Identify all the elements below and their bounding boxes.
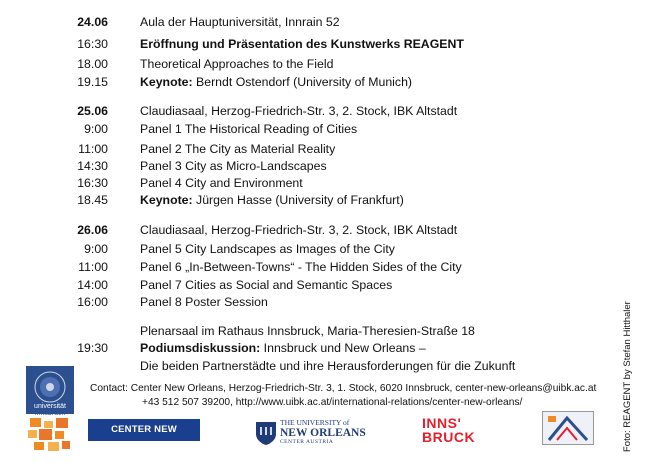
schedule-text: Panel 5 City Landscapes as Images of the City [140,242,395,256]
schedule-time: 14:30 [77,159,108,173]
uibk-logo-text-2: innsbruck [35,410,65,417]
uno-logo-line-1: THE UNIVERSITY of [280,418,350,427]
schedule-description [140,294,268,311]
schedule-text: Claudiasaal, Herzog-Friedrich-Str. 3, 2. Stock, IBK Altstadt [140,104,458,118]
schedule-text: Panel 4 City and Environment [140,176,303,190]
schedule-text: Die beiden Partnerstädte und ihre Herausforderungen für die Zukunft [140,359,516,373]
schedule-label: Keynote: [140,193,193,207]
schedule-text: Jürgen Hasse (University of Frankfurt) [192,193,404,207]
schedule-description [140,158,327,175]
uno-logo-line-2: NEW ORLEANS [280,427,366,439]
schedule-description [140,56,333,73]
schedule-text: Panel 1 The Historical Reading of Cities [140,122,358,136]
schedule-text: Claudiasaal, Herzog-Friedrich-Str. 3, 2. Stock, IBK Altstadt [140,223,458,237]
schedule-time: 11:00 [78,142,108,156]
schedule-text: Panel 6 „In-Between-Towns“ - The Hidden Sides of the City [140,260,462,274]
reagent-artwork-image [542,411,594,445]
university-of-new-orleans-logo [254,418,366,448]
schedule-text: Panel 3 City as Micro-Landscapes [140,159,327,173]
schedule-label: Podiumsdiskussion: [140,341,261,355]
schedule-time: 19.15 [77,75,108,89]
schedule-description [140,14,340,31]
schedule-text: Aula der Hauptuniversität, Innrain 52 [140,15,340,29]
inns-logo-line-2: BRUCK [422,429,476,445]
inns-logo-line-1: INNS' [422,415,462,431]
schedule-description [140,358,515,375]
schedule-text: Eröffnung und Präsentation des Kunstwerks REAGENT [140,37,464,51]
schedule-time: 19:30 [77,341,108,355]
contact-line-1: Contact: Center New Orleans, Herzog-Friedrich-Str. 3, 1. Stock, 6020 Innsbruck, center-new-orleans@uibk.ac.at [90,383,597,394]
schedule-date: 26.06 [77,223,108,237]
schedule-description [140,36,464,53]
schedule-date: 24.06 [77,15,108,29]
schedule-time: 16:00 [77,295,108,309]
schedule-time: 9:00 [84,122,108,136]
innsbruck-city-logo [422,416,494,450]
photo-credit: Foto: REAGENT by Stefan Hitthaler [622,301,633,452]
schedule-description [140,222,457,239]
schedule-description [140,241,395,258]
schedule-description [140,323,475,340]
schedule-description [140,103,457,120]
schedule-description [140,277,392,294]
schedule-description [140,74,412,91]
schedule-time: 11:00 [78,260,108,274]
schedule-description [140,175,303,192]
schedule-text: Panel 8 Poster Session [140,295,268,309]
university-innsbruck-logo [26,366,74,452]
schedule-description [140,141,335,158]
schedule-description [140,340,426,357]
schedule-text: Innsbruck und New Orleans – [260,341,426,355]
schedule-date: 25.06 [77,104,108,118]
uno-shield-icon [254,420,278,446]
schedule-time: 16:30 [77,176,108,190]
contact-line-2: +43 512 507 39200, http://www.uibk.ac.at/international-relations/center-new-orleans/ [142,397,523,408]
uibk-logo-text-1: universität [34,403,66,410]
schedule-time: 16:30 [77,37,108,51]
contact-block [90,382,596,410]
schedule-time: 18.00 [77,57,108,71]
schedule-text: Theoretical Approaches to the Field [140,57,334,71]
schedule-description [140,192,404,209]
center-new-orleans-logo: CENTER NEW ORLEANS [88,419,200,441]
schedule-text: Berndt Ostendorf (University of Munich) [192,75,412,89]
schedule-text: Plenarsaal im Rathaus Innsbruck, Maria-Theresien-Straße 18 [140,324,475,338]
schedule-time: 9:00 [84,242,108,256]
schedule-description [140,121,357,138]
schedule-label: Keynote: [140,75,193,89]
schedule-text: Panel 2 The City as Material Reality [140,142,336,156]
schedule-time: 18.45 [77,193,108,207]
uno-logo-line-3: CENTER AUSTRIA [280,439,334,445]
schedule-description [140,259,462,276]
schedule-time: 14:00 [77,278,108,292]
schedule-text: Panel 7 Cities as Social and Semantic Spaces [140,278,393,292]
